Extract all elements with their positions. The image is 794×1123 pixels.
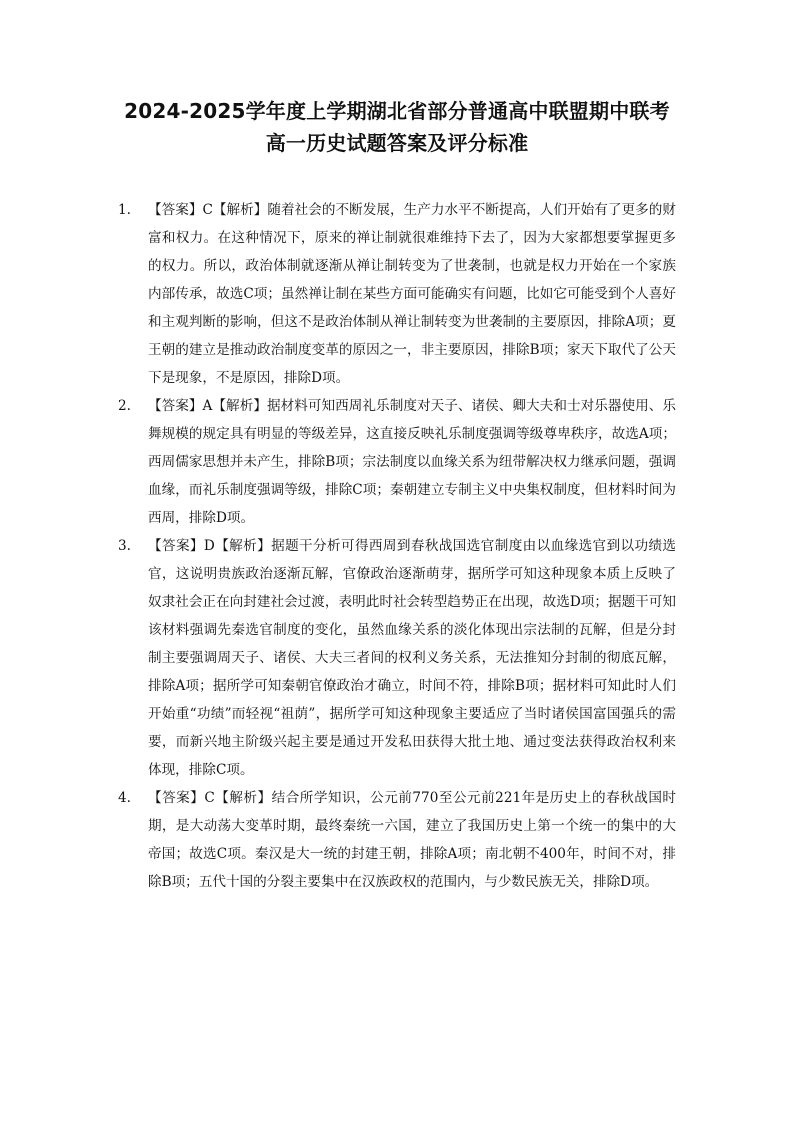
answer-item-4: [118, 784, 676, 896]
answer-number: 2.: [118, 398, 131, 414]
answer-number: 4.: [118, 790, 131, 806]
answer-choice: C: [202, 202, 213, 218]
analysis-text: 随着社会的不断发展，生产力水平不断提高，人们开始有了更多的财富和权力。在这种情况下，原来的禅让制就很难维持下去了，因为大家都想要掌握更多的权力。所以，政治体制就逐渐从禅让制转变为了世袭制，也就是权力开始在一个家族内部传承，故选C项；虽然禅让制在某些方面可能确实有问题，比如它可能受到个人喜好和主观判断的影响，但这不是政治体制从禅让制转变为世袭制的主要原因，排除A项；夏王朝的建立是推动政治制度变革的原因之一，非主要原因，排除B项；家天下取代了公天下是现象，不是原因，排除D项。: [148, 202, 677, 386]
answer-tag: 【答案】: [148, 202, 203, 218]
answer-choice: D: [203, 538, 215, 554]
answer-choice: A: [202, 398, 213, 414]
analysis-tag: 【解析】: [212, 398, 267, 414]
answer-item-2: [118, 392, 676, 532]
answer-tag: 【答案】: [148, 398, 203, 414]
answer-item-3: [118, 532, 676, 784]
answer-item-1: [118, 196, 676, 392]
answer-choice: C: [204, 790, 215, 806]
answer-list: [118, 196, 676, 896]
document-title-line-1: 2024-2025学年度上学期湖北省部分普通高中联盟期中联考: [124, 99, 670, 123]
analysis-tag: 【解析】: [214, 790, 272, 806]
document-title-line-2: 高一历史试题答案及评分标准: [265, 131, 529, 155]
analysis-text: 结合所学知识，公元前770至公元前221年是历史上的春秋战国时期，是大动荡大变革时期，最终秦统一六国，建立了我国历史上第一个统一的集中的大帝国；故选C项。秦汉是大一统的封建王朝，排除A项；南北朝不400年，时间不对，排除B项；五代十国的分裂主要集中在汉族政权的范围内，与少数民族无关，排除D项。: [148, 790, 677, 890]
analysis-text: 据材料可知西周礼乐制度对天子、诸侯、卿大夫和士对乐器使用、乐舞规模的规定具有明显的等级差异，这直接反映礼乐制度强调等级尊卑秩序，故选A项；西周儒家思想并未产生，排除B项；宗法制度以血缘关系为纽带解决权力继承问题，强调血缘，而礼乐制度强调等级，排除C项；秦朝建立专制主义中央集权制度，但材料时间为西周，排除D项。: [148, 398, 677, 526]
analysis-tag: 【解析】: [212, 202, 268, 218]
answer-number: 3.: [118, 538, 131, 554]
analysis-tag: 【解析】: [214, 538, 272, 554]
analysis-text: 据题干分析可得西周到春秋战国选官制度由以血缘选官到以功绩选官，这说明贵族政治逐渐瓦解，官僚政治逐渐萌芽，据所学可知这种现象本质上反映了奴隶社会正在向封建社会过渡，表明此时社会转型趋势正在出现，故选D项；据题干可知该材料强调先秦选官制度的变化，虽然血缘关系的淡化体现出宗法制的瓦解，但是分封制主要强调周天子、诸侯、大夫三者间的权利义务关系，无法推知分封制的彻底瓦解，排除A项；据所学可知秦朝官僚政治才确立，时间不符，排除B项；据材料可知此时人们开始重“功绩”而轻视“祖荫”，据所学可知这种现象主要适应了当时诸侯国富国强兵的需要，而新兴地主阶级兴起主要是通过开发私田获得大批土地、通过变法获得政治权利来体现，排除C项。: [148, 538, 677, 778]
answer-tag: 【答案】: [148, 790, 205, 806]
answer-tag: 【答案】: [148, 538, 204, 554]
answer-number: 1.: [118, 202, 131, 218]
